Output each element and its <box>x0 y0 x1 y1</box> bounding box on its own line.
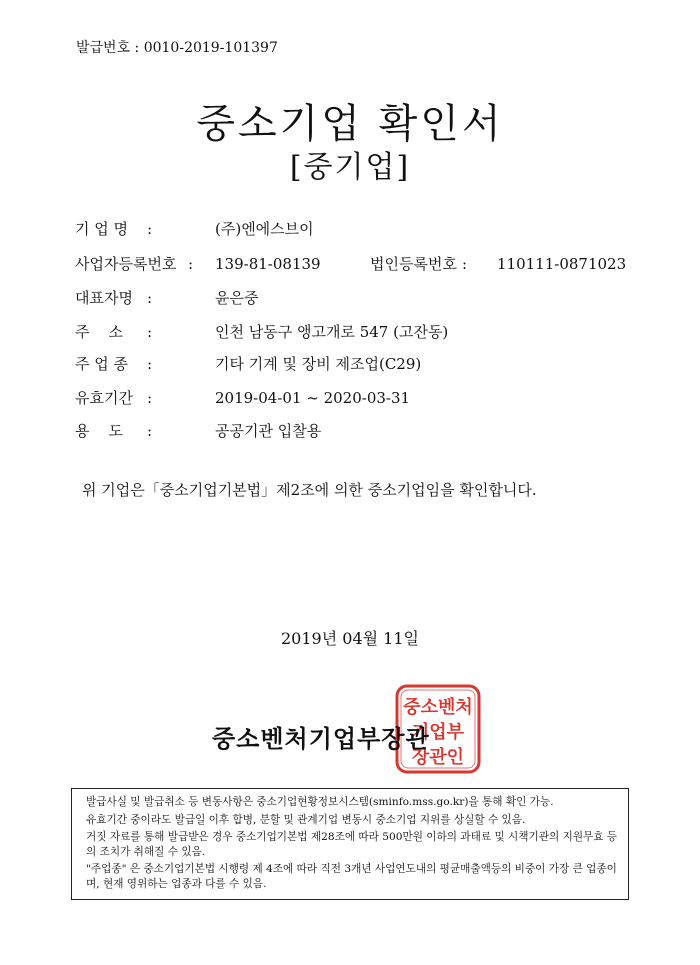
field-colon: : <box>147 422 153 440</box>
seal-line: 기업부 <box>411 722 465 743</box>
notice-line: "주업종" 은 중소기업기본법 시행령 제 4조에 따라 직전 3개년 사업연도내의 평균매출액등의 비중이 가장 큰 업종이며, 현재 영위하는 업종과 다를 수 있음. <box>86 863 617 890</box>
field-label: 기 업 명 <box>75 220 129 238</box>
field-label: 법인등록번호 <box>370 255 457 273</box>
field-colon: : <box>462 255 468 273</box>
document-title: 중소기업 확인서 <box>196 101 504 147</box>
field-value: 공공기관 입찰용 <box>215 422 322 440</box>
notice-line: 거짓 자료를 통해 발급받은 경우 중소기업기본법 제28조에 따라 500만원 이하의 과태료 및 시책기관의 지원무효 등의 조치가 취해질 수 있음. <box>86 831 618 858</box>
issue-number: 발급번호 : 0010-2019-101397 <box>76 40 278 56</box>
field-label: 용 도 <box>75 422 124 440</box>
field-label: 사업자등록번호 <box>75 255 177 273</box>
field-label: 대표자명 <box>75 289 133 307</box>
field-colon: : <box>147 389 153 407</box>
issue-date: 2019년 04월 11일 <box>281 629 419 648</box>
issuing-authority: 중소벤처기업부장관 <box>212 725 430 753</box>
field-value: 2019-04-01 ~ 2020-03-31 <box>215 389 411 407</box>
field-value: 기타 기계 및 장비 제조업(C29) <box>215 355 422 373</box>
field-label: 유효기간 <box>75 389 133 407</box>
field-colon: : <box>147 289 153 307</box>
field-value: 인천 남동구 앵고개로 547 (고잔동) <box>215 323 449 341</box>
field-label: 주 업 종 <box>75 355 129 373</box>
confirmation-statement: 위 기업은「중소기업기본법」제2조에 의한 중소기업임을 확인합니다. <box>82 481 537 499</box>
field-value: (주)엔에스브이 <box>215 220 314 238</box>
field-value: 윤은중 <box>215 289 259 307</box>
document-subtitle: [중기업] <box>289 150 411 185</box>
field-value: 110111-0871023 <box>497 255 627 273</box>
seal-line: 중소벤처 <box>403 697 473 718</box>
field-colon: : <box>147 323 153 341</box>
field-colon: : <box>147 355 153 373</box>
notice-line: 발급사실 및 발급취소 등 변동사항은 중소기업현황정보시스템(sminfo.mss.go.kr)을 통해 확인 가능. <box>86 796 554 808</box>
field-colon: : <box>188 255 194 273</box>
seal-line: 장관인 <box>411 747 465 768</box>
notice-box <box>71 788 629 900</box>
field-colon: : <box>147 220 153 238</box>
notice-line: 유효기간 중이라도 발급일 이후 합병, 분할 및 관계기업 변동시 중소기업 지위를 상실할 수 있음. <box>86 813 526 826</box>
field-label: 주 소 <box>75 323 124 341</box>
field-value: 139-81-08139 <box>215 255 321 273</box>
